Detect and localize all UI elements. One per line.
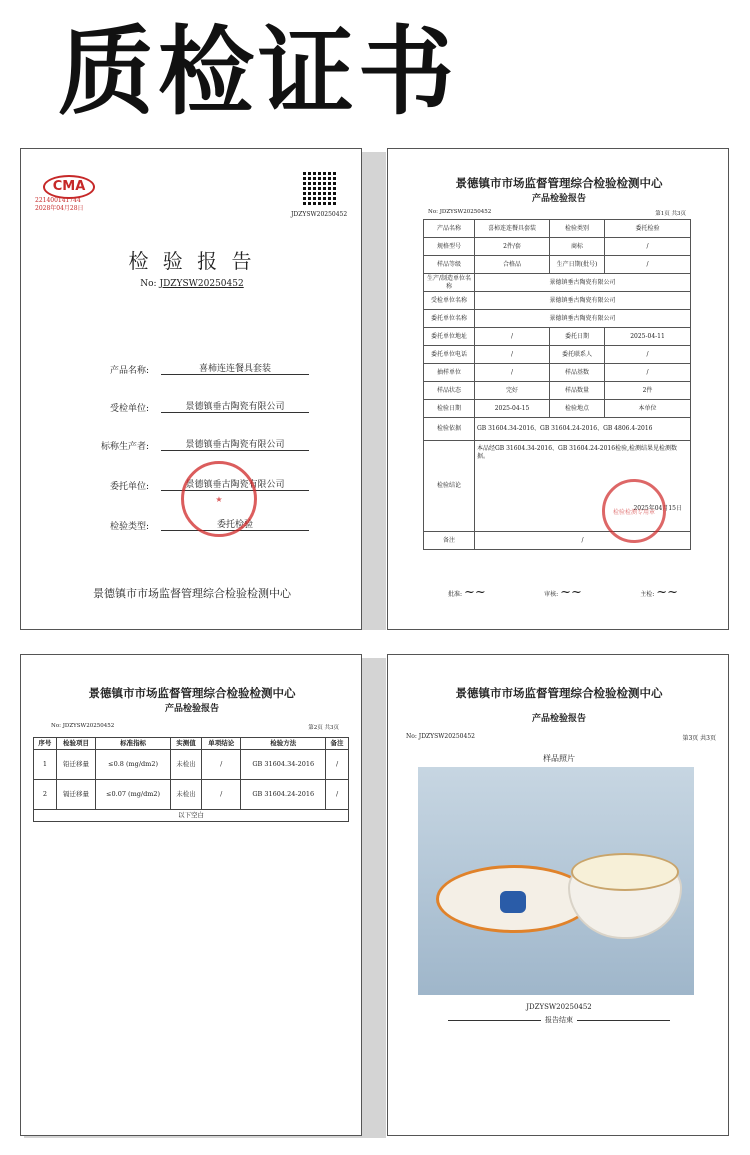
table-row: 产品名称 喜柿连连餐具套装 检验类别 委托检验 bbox=[424, 220, 691, 238]
table-row: 委托单位名称 景德镇垂古陶瓷有限公司 bbox=[424, 310, 691, 328]
qr-code-icon bbox=[303, 171, 337, 205]
table-row: 受检单位名称 景德镇垂古陶瓷有限公司 bbox=[424, 292, 691, 310]
table-row: 检验日期 2025-04-15 检验地点 本单位 bbox=[424, 400, 691, 418]
report-end: 报告结束 bbox=[448, 1015, 670, 1025]
page2-org: 景德镇市市场监督管理综合检验检测中心 bbox=[88, 686, 296, 700]
plate-blue-mark bbox=[500, 891, 526, 913]
table-row: 抽样单位 / 样品基数 / bbox=[424, 364, 691, 382]
bowl-rim bbox=[571, 853, 679, 891]
cma-code: 221400141744 2028年04月28日 bbox=[35, 197, 84, 212]
table-row: 样品状态 完好 样品数量 2件 bbox=[424, 382, 691, 400]
sample-photo bbox=[418, 767, 694, 995]
signatures: 批准: ~~ 审核: ~~ 主检: ~~ bbox=[448, 585, 678, 600]
field-label-inspected: 受检单位: bbox=[109, 404, 149, 414]
field-value-client: 景德镇垂古陶瓷有限公司 bbox=[161, 477, 309, 491]
cover-footer: 景德镇市市场监督管理综合检验检测中心 bbox=[93, 587, 291, 600]
report-title: 检 验 报 告 bbox=[128, 249, 256, 273]
page3-no: No: JDZYSW20250452 bbox=[406, 733, 475, 740]
table-row: 备注 / bbox=[424, 532, 691, 550]
report-page-1 bbox=[387, 148, 729, 630]
cma-logo: CMA bbox=[43, 175, 95, 199]
field-value-inspected: 景德镇垂古陶瓷有限公司 bbox=[161, 399, 309, 413]
page2-no: No: JDZYSW20250452 bbox=[51, 723, 115, 729]
field-label-producer: 标称生产者: bbox=[100, 442, 149, 452]
headline: 质检证书 bbox=[58, 16, 458, 128]
table-header: 序号 检验项目 标准指标 实测值 单项结论 检验方法 备注 bbox=[34, 738, 349, 750]
page2-subtitle: 产品检验报告 bbox=[164, 704, 219, 714]
official-seal: ★ bbox=[181, 461, 257, 537]
page2-page: 第2页 共3页 bbox=[308, 725, 339, 731]
table-row: 以下空白 bbox=[34, 810, 349, 822]
page3-subtitle: 产品检验报告 bbox=[531, 714, 586, 724]
field-value-product: 喜柿连连餐具套装 bbox=[161, 361, 309, 375]
photo-title: 样品照片 bbox=[543, 754, 575, 763]
report-no: No: JDZYSW20250452 bbox=[140, 279, 244, 289]
field-value-type: 委托检验 bbox=[161, 517, 309, 531]
page3-org: 景德镇市市场监督管理综合检验检测中心 bbox=[455, 686, 663, 700]
page3-report-no: JDZYSW20250452 bbox=[526, 1003, 592, 1011]
report-page-2 bbox=[20, 654, 362, 1136]
table-row: 检验结论 本品经GB 31604.34-2016、GB 31604.24-2016检验,检测结果见检测数据。 2025年04月15日 bbox=[424, 441, 691, 532]
page1-subtitle: 产品检验报告 bbox=[531, 194, 586, 204]
table-row: 样品等级 合格品 生产日期(批号) / bbox=[424, 256, 691, 274]
field-label-product: 产品名称: bbox=[109, 366, 149, 376]
field-label-type: 检验类型: bbox=[109, 522, 149, 532]
report-no-small: JDZYSW20250452 bbox=[291, 211, 348, 218]
table-row: 委托单位电话 / 委托联系人 / bbox=[424, 346, 691, 364]
table-row: 规格型号 2件/套 商标 / bbox=[424, 238, 691, 256]
field-value-producer: 景德镇垂古陶瓷有限公司 bbox=[161, 437, 309, 451]
field-label-client: 委托单位: bbox=[109, 482, 149, 492]
table-row: 2 镉迁移量 ≤0.07 (mg/dm2) 未检出 / GB 31604.24-2016 / bbox=[34, 780, 349, 810]
table-row: 生产/制造单位名称 景德镇垂古陶瓷有限公司 bbox=[424, 274, 691, 292]
cover-sheet bbox=[20, 148, 362, 630]
table-row: 委托单位地址 / 委托日期 2025-04-11 bbox=[424, 328, 691, 346]
page1-no: No: JDZYSW20250452 bbox=[428, 209, 492, 215]
page2-result-table bbox=[33, 737, 349, 822]
table-row: 检验依据 GB 31604.34-2016、GB 31604.24-2016、GB 4806.4-2016 bbox=[424, 418, 691, 441]
page1-page: 第1页 共3页 bbox=[655, 211, 686, 217]
inspection-seal: 检验检测专用章 bbox=[602, 479, 666, 543]
page1-org: 景德镇市市场监督管理综合检验检测中心 bbox=[455, 176, 663, 190]
table-row: 1 铅迁移量 ≤0.8 (mg/dm2) 未检出 / GB 31604.34-2016 / bbox=[34, 750, 349, 780]
page3-page: 第3页 共3页 bbox=[682, 735, 716, 742]
report-page-3 bbox=[387, 654, 729, 1136]
